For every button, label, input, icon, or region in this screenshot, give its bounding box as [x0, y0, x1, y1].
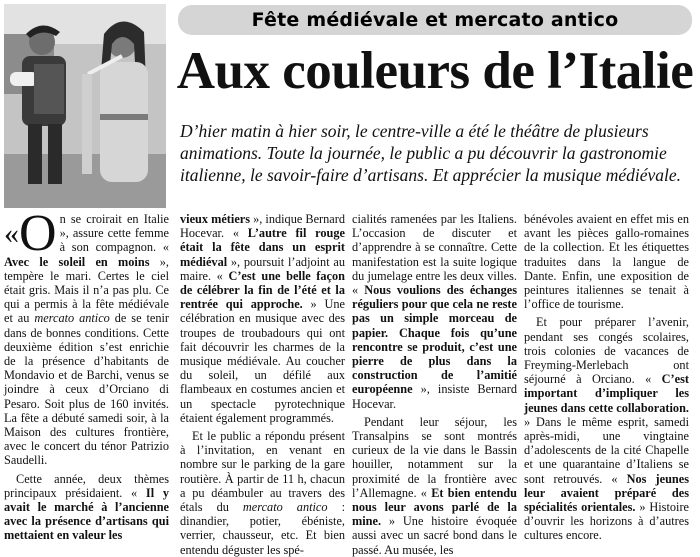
paragraph: Et le public a répondu présent à l’invitation, en venant en nombre sur le parking de la gare routière. À partir de 11 h, chacun a pu déambuler au travers des étals du mercato antico : dinandier, potier, ébéniste, verrier, chausseur, etc. Et bien entendu déguster les spé-	[180, 429, 346, 557]
article-column-4	[524, 212, 689, 545]
article-lead: D’hier matin à hier soir, le centre-ville a été le théâtre de plusieurs animations. Toute la journée, le public a pu découvrir la gastronomie italienne, le savoir-faire d’artisans. Et apprécier la musique médiévale.	[180, 121, 682, 185]
paragraph: Cette année, deux thèmes principaux présidaient. « Il y avait le marché à l’ancienne avec la présence d’artisans qui mettaient en valeur les	[4, 471, 169, 543]
article-headline: Aux couleurs de l’Italie	[176, 42, 694, 100]
paragraph: Pendant leur séjour, les Transalpins se sont montrés curieux de la vie dans le Bassin houiller, notamment sur la proximité de la frontière avec l’Allemagne. « Et bien entendu nous leur avons parlé de la mine. » Une histoire évoquée aussi avec un sacré bond dans le passé. Au musée, les	[352, 414, 517, 557]
paragraph: cialités ramenées par les Italiens. L’occasion de discuter et d’apprendre à se connaître. Cette manifestation est la suite logique du jumelage entre les deux villes. « Nous voulions des échanges réguliers pour que cela ne reste pas un simple morceau de papier. Chaque fois qu’une rencontre se produit, c’est une pierre de plus dans la construction de l’amitié européenne », insiste Bernard Hocevar.	[352, 212, 517, 411]
drop-cap: «O	[4, 205, 57, 262]
article-kicker: Fête médiévale et mercato antico	[178, 5, 692, 35]
paragraph: vieux métiers », indique Bernard Hocevar. « L’autre fil rouge était la fête dans un esprit médiéval », poursuit l’adjoint au maire. « C’est une belle façon de célébrer la fin de l’été et la rentrée qui approche. » Une célébration en musique avec des troupes de troubadours qui ont fait découvrir les charmes de la musique médiévale. Au coucher du soleil, un défilé aux flambeaux en costumes ancien et un spectacle pyrotechnique étaient également programmés.	[180, 212, 345, 425]
article-photo	[4, 4, 166, 208]
article-column-2	[180, 212, 346, 557]
article-column-3	[352, 212, 517, 557]
paragraph: Et pour préparer l’avenir, pendant ses congés scolaires, trois colonies de vacances de Freyming-Merlebach ont séjourné à Orciano. « C’est important d’impliquer les jeunes dans cette collaboration. » Dans le même esprit, samedi après-midi, une vingtaine d’adolescents de la cité Chapelle et une quarantaine d’Italiens se sont retrouvés. « Nos jeunes leur avaient préparé des spécialités orientales. » Histoire d’ouvrir les horizons à d’autres cultures encore.	[524, 315, 689, 543]
paragraph: «O n se croirait en Italie », assure cette femme à son compagnon. « Avec le soleil en moins », tempère le mari. Certes le ciel était gris. Mais il n’a pas plu. Ce qui a permis à la fête médiévale et au mercato antico de se tenir dans de bonnes conditions. Cette deuxième édition s’est enrichie de la présence d’habitants de Mondavio et de Barchi, venus se joindre à ceux d’Orciano di Pesaro. Soit plus de 160 invités. La fête a débuté samedi soir, à la Maison des cultures frontière, avec le concert du ténor Patrizio Saudelli.	[4, 205, 170, 468]
article-column-1	[4, 205, 170, 545]
costumed-musicians-photo-icon	[4, 4, 166, 208]
paragraph: bénévoles avaient en effet mis en avant les pièces gallo-romaines de la collection. Et les étiquettes traduites dans la langue de Dante. Enfin, une exposition de peintures italiennes se tenait à l’office de tourisme.	[524, 212, 689, 312]
